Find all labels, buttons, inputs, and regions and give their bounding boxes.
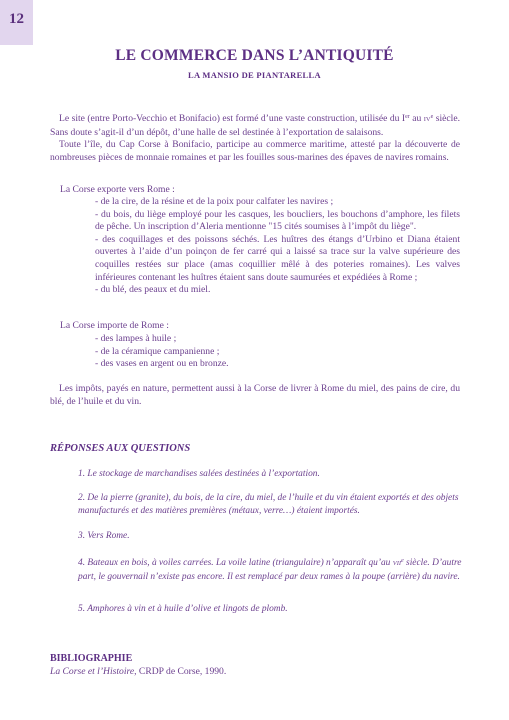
taxes-paragraph: Les impôts, payés en nature, permettent aussi à la Corse de livrer à Rome du miel, des pains de cire, du blé, de l’huile et du vin.: [50, 383, 460, 407]
list-item: - des lampes à huile ;: [95, 333, 177, 344]
list-item: - des coquillages et des poissons séchés. Les huîtres des étangs d’Urbino et Diana étaient ouvertes à l’aide d’un poinçon de fer carré qui a laissé sa trace sur la valve supérieure des coquilles restées sur place (amas coquillier mêlé à des poteries romaines). Les valves inférieures contenant les huîtres étaient sans doute saumurées et expédiées à Rome ;: [95, 233, 460, 283]
answer-2: 2. De la pierre (granite), du bois, de la cire, du miel, de l’huile et du vin étaient exportés et des objets manufacturés et des matières premières (métaux, verre…) étaient importés.: [78, 493, 459, 516]
intro-paragraph-2: Toute l’île, du Cap Corse à Bonifacio, participe au commerce maritime, attesté par la découverte de nombreuses pièces de monnaie romaines et par les fouilles sous-marines des épaves de navires romains.: [50, 139, 460, 163]
imports-list: [95, 333, 460, 371]
answer-4: 4. Bateaux en bois, à voiles carrées. La voile latine (triangulaire) n’apparaît qu’au VIIe siècle. D’autre part, le gouvernail n’existe pas encore. Il est remplacé par deux rames à la poupe (arrière) du navire.: [78, 558, 462, 582]
page-number: 12: [0, 0, 33, 45]
answer-3: 3. Vers Rome.: [78, 531, 130, 541]
answer-5: 5. Amphores à vin et à huile d’olive et lingots de plomb.: [78, 604, 288, 614]
taxes-section: [50, 383, 460, 408]
bibliography-heading: BIBLIOGRAPHIE: [50, 653, 133, 664]
exports-heading: La Corse exporte vers Rome :: [60, 184, 175, 195]
intro-paragraph-1: Le site (entre Porto-Vecchio et Bonifacio) est formé d’une vaste construction, utilisée du Ier au IVe siècle. Sans doute s’agit-il d’un dépôt, d’une halle de sel destinée à l’exportation de salaisons.: [50, 113, 460, 138]
list-item: - du bois, du liège employé pour les casques, les boucliers, les bouchons d’amphore, les filets de pêche. Un inscription d’Aleria mentionne "15 cités soumises à l’impôt du liège".: [95, 208, 460, 233]
answer-1: 1. Le stockage de marchandises salées destinées à l’exportation.: [78, 469, 320, 479]
list-item: - du blé, des peaux et du miel.: [95, 284, 211, 296]
bibliography-entry: La Corse et l’Histoire, CRDP de Corse, 1990.: [50, 666, 227, 677]
list-item: - des vases en argent ou en bronze.: [95, 358, 229, 370]
answers-heading: RÉPONSES AUX QUESTIONS: [50, 443, 191, 454]
bibliography-title: La Corse et l’Histoire: [50, 666, 135, 677]
list-item: - de la cire, de la résine et de la poix pour calfater les navires ;: [95, 196, 334, 207]
list-item: - de la céramique campanienne ;: [95, 345, 220, 357]
page-title: LE COMMERCE DANS L’ANTIQUITÉ: [115, 47, 394, 64]
exports-list: [95, 196, 460, 297]
imports-heading: La Corse importe de Rome :: [60, 320, 169, 331]
intro-section: [50, 111, 460, 164]
page-subtitle: LA MANSIO DE PIANTARELLA: [188, 70, 321, 80]
